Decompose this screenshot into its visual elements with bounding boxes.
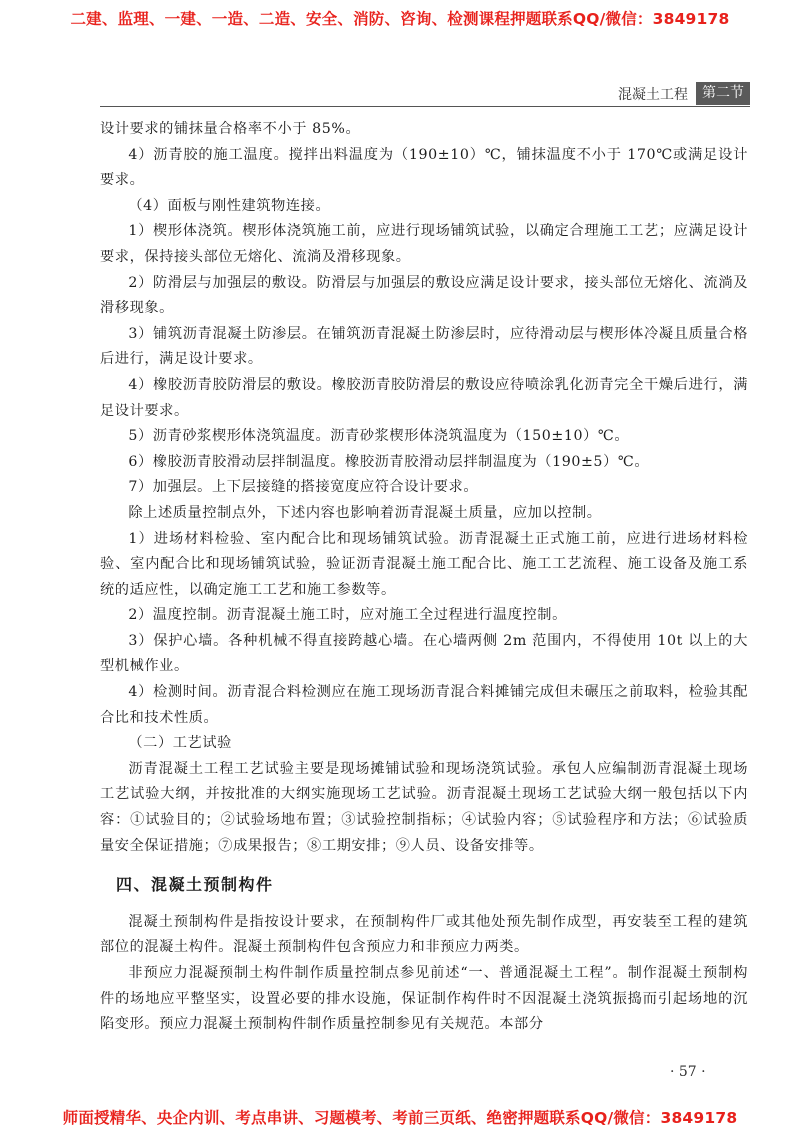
paragraph: 混凝土预制构件是指按设计要求，在预制构件厂或其他处预先制作成型，再安装至工程的建筑部位的混凝土构件。混凝土预制构件包含预应力和非预应力两类。 [100, 913, 748, 956]
promo-banner-bottom: 师面授精华、央企内训、考点串讲、习题模考、考前三页纸、绝密押题联系QQ/微信：3849178 [62, 1109, 738, 1127]
header-section-tag: 第二节 [696, 82, 750, 105]
paragraph: 2）温度控制。沥青混凝土施工时，应对施工全过程进行温度控制。 [128, 607, 567, 624]
paragraph: 1）进场材料检验、室内配合比和现场铺筑试验。沥青混凝土正式施工前，应进行进场材料检验、室内配合比和现场铺筑试验，验证沥青混凝土施工配合比、施工工艺流程、施工设备及施工系统的适应性，以确定施工工艺和施工参数等。 [100, 530, 748, 598]
page-number: · 57 · [670, 1064, 706, 1080]
paragraph: 非预应力混凝预制土构件制作质量控制点参见前述“一、普通混凝土工程”。制作混凝土预制构件的场地应平整坚实，设置必要的排水设施，保证制作构件时不因混凝土浇筑振捣而引起场地的沉陷变形。预应力混凝土预制构件制作质量控制参见有关规范。本部分 [100, 965, 748, 1033]
paragraph: 1）楔形体浇筑。楔形体浇筑施工前，应进行现场铺筑试验，以确定合理施工工艺；应满足设计要求，保持接头部位无熔化、流淌及滑移现象。 [100, 223, 748, 265]
paragraph: 沥青混凝土工程工艺试验主要是现场摊铺试验和现场浇筑试验。承包人应编制沥青混凝土现场工艺试验大纲，并按批准的大纲实施现场工艺试验。沥青混凝土现场工艺试验大纲一般包括以下内容：①试验目的；②试验场地布置；③试验控制指标；④试验内容；⑤试验程序和方法；⑥试验质量安全保证措施；⑦成果报告；⑧工期安排；⑨人员、设备安排等。 [100, 760, 748, 854]
paragraph: 4）橡胶沥青胶防滑层的敷设。橡胶沥青胶防滑层的敷设应待喷涂乳化沥青完全干燥后进行，满足设计要求。 [100, 376, 748, 419]
paragraph: 5）沥青砂浆楔形体浇筑温度。沥青砂浆楔形体浇筑温度为（150±10）℃。 [128, 428, 630, 445]
promo-banner-top: 二建、监理、一建、一造、二造、安全、消防、咨询、检测课程押题联系QQ/微信：3849178 [70, 10, 730, 28]
paragraph: 3）铺筑沥青混凝土防渗层。在铺筑沥青混凝土防渗层时，应待滑动层与楔形体冷凝且质量合格后进行，满足设计要求。 [100, 325, 748, 368]
paragraph: 2）防滑层与加强层的敷设。防滑层与加强层的敷设应满足设计要求，接头部位无熔化、流淌及滑移现象。 [100, 274, 748, 317]
paragraph: 6）橡胶沥青胶滑动层拌制温度。橡胶沥青胶滑动层拌制温度为（190±5）℃。 [128, 453, 650, 470]
section-heading: 四、混凝土预制构件 [116, 875, 274, 895]
paragraph: 除上述质量控制点外，下述内容也影响着沥青混凝土质量，应加以控制。 [128, 504, 602, 521]
paragraph: 4）沥青胶的施工温度。搅拌出料温度为（190±10）℃，铺抹温度不小于 170℃或满足设计要求。 [100, 146, 748, 189]
body-text [100, 117, 748, 1038]
paragraph: 3）保护心墙。各种机械不得直接跨越心墙。在心墙两侧 2m 范围内，不得使用 10t 以上的大型机械作业。 [100, 632, 748, 675]
paragraph: 设计要求的铺抹量合格率不小于 85%。 [100, 121, 361, 137]
paragraph: 7）加强层。上下层接缝的搭接宽度应符合设计要求。 [128, 479, 479, 496]
running-header [100, 82, 750, 107]
paragraph: 4）检测时间。沥青混合料检测应在施工现场沥青混合料摊铺完成但未碾压之前取料，检验其配合比和技术性质。 [100, 684, 748, 726]
paragraph: （4）面板与刚性建筑物连接。 [128, 197, 331, 214]
header-chapter-title: 混凝土工程 [618, 87, 688, 103]
subsection-heading: （二）工艺试验 [128, 735, 232, 752]
